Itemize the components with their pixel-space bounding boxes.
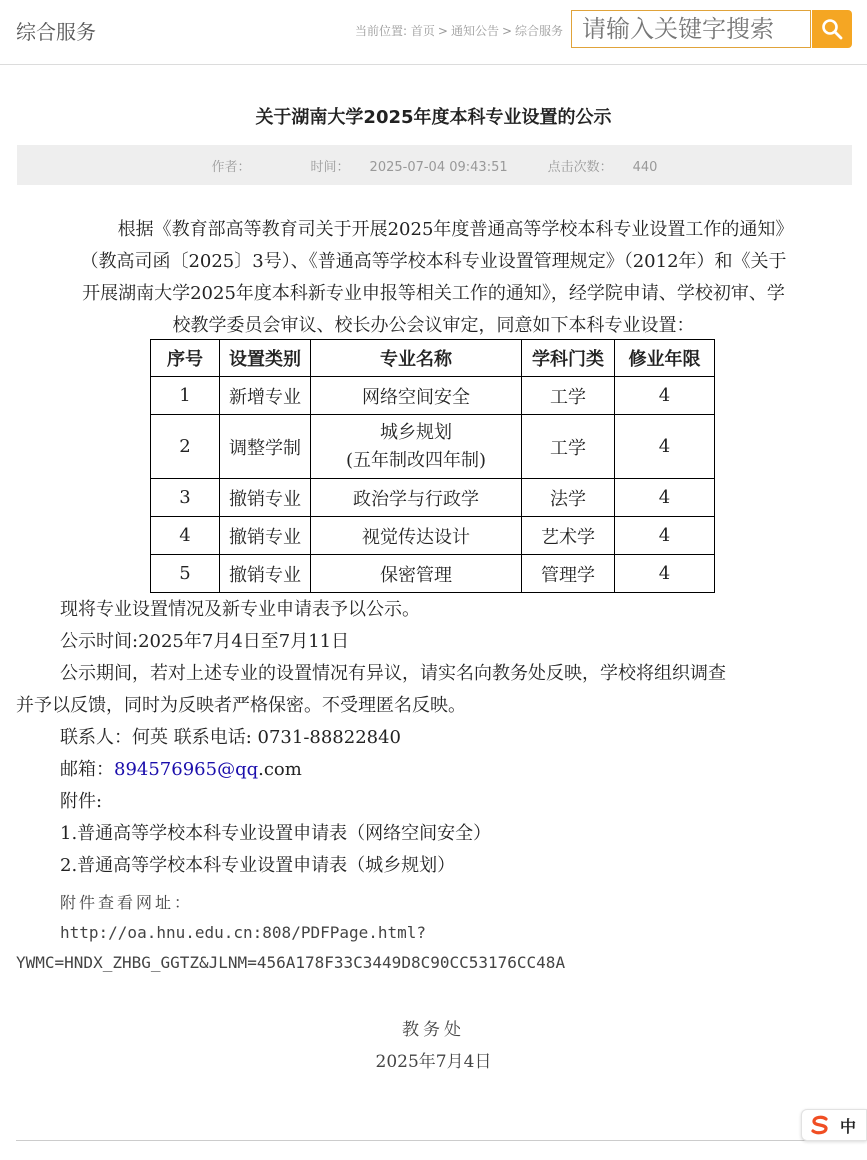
- contact-paragraph: 联系人：何英 联系电话: 0731-88822840: [60, 727, 402, 748]
- email-suffix: .com: [258, 759, 302, 780]
- meta-time: [301, 156, 518, 175]
- period-paragraph: 公示时间:2025年7月4日至7月11日: [60, 631, 350, 652]
- meta-views-label: 点击次数：: [547, 159, 613, 175]
- email-label: 邮箱：: [60, 759, 114, 780]
- cell-no: 3: [151, 479, 220, 517]
- breadcrumb-services-link[interactable]: 综合服务: [515, 24, 564, 38]
- col-header-no: 序号: [151, 340, 220, 377]
- table-header-row: [151, 340, 715, 377]
- cell-name-line2: (五年制改四年制): [345, 449, 487, 471]
- table-row: [151, 479, 715, 517]
- cell-no: 2: [151, 415, 220, 479]
- objection-line: 并予以反馈，同时为反映者严格保密。不受理匿名反映。: [16, 695, 466, 716]
- cell-category: 法学: [522, 479, 615, 517]
- article-meta: [17, 145, 852, 185]
- cell-category: 工学: [522, 415, 615, 479]
- breadcrumb-home-link[interactable]: 首页: [410, 24, 435, 38]
- meta-time-value: 2025-07-04 09:43:51: [369, 159, 508, 175]
- article-title: 关于湖南大学2025年度本科专业设置的公示: [255, 107, 612, 128]
- footer-divider: [16, 1140, 851, 1141]
- majors-table: [150, 339, 715, 593]
- email-link[interactable]: 894576965@qq: [114, 759, 259, 780]
- meta-views: [538, 156, 668, 175]
- publish-paragraph: 现将专业设置情况及新专业申请表予以公示。: [60, 599, 420, 620]
- cell-name-line1: 城乡规划: [380, 421, 452, 443]
- col-header-years: 修业年限: [615, 340, 715, 377]
- attach-url-line: YWMC=HNDX_ZHBG_GGTZ&JLNM=456A178F33C3449D8C90CC53176CC48A: [16, 953, 566, 972]
- meta-author: [202, 156, 281, 175]
- cell-no: 1: [151, 377, 220, 415]
- cell-years: 4: [615, 517, 715, 555]
- cell-category: 管理学: [522, 555, 615, 593]
- table-row: [151, 517, 715, 555]
- cell-years: 4: [615, 555, 715, 593]
- attachments-label: 附件:: [60, 791, 103, 812]
- cell-name: 保密管理: [311, 555, 522, 593]
- cell-type: 新增专业: [220, 377, 311, 415]
- intro-line: 根据《教育部高等教育司关于开展2025年度普通高等学校本科专业设置工作的通知》: [117, 219, 794, 240]
- attach-url-line: http://oa.hnu.edu.cn:808/PDFPage.html?: [60, 923, 427, 942]
- cell-category: 艺术学: [522, 517, 615, 555]
- table-row: [151, 377, 715, 415]
- meta-author-label: 作者：: [211, 159, 251, 175]
- meta-views-value: 440: [632, 159, 658, 175]
- ime-indicator[interactable]: [801, 1109, 867, 1141]
- breadcrumb-separator: >: [501, 24, 513, 38]
- col-header-type: 设置类别: [220, 340, 311, 377]
- col-header-name: 专业名称: [311, 340, 522, 377]
- cell-name: 视觉传达设计: [311, 517, 522, 555]
- intro-line: 开展湖南大学2025年度本科新专业申报等相关工作的通知》，经学院申请、学校初审、学: [82, 283, 785, 304]
- breadcrumb-notices-link[interactable]: 通知公告: [450, 24, 499, 38]
- article-body-lower: [16, 594, 851, 882]
- sogou-logo-icon: [810, 1115, 830, 1135]
- cell-name: [311, 415, 522, 479]
- cell-type: 调整学制: [220, 415, 311, 479]
- email-paragraph: [16, 754, 851, 786]
- intro-line: （教高司函〔2025〕3号）、《普通高等学校本科专业设置管理规定》（2012年）和《关于: [80, 251, 787, 272]
- cell-type: 撤销专业: [220, 479, 311, 517]
- search-box: [571, 10, 811, 48]
- breadcrumb: [355, 22, 563, 39]
- search-button[interactable]: [812, 10, 852, 48]
- search-icon: [821, 18, 843, 40]
- cell-no: 4: [151, 517, 220, 555]
- attachment-url-block: [16, 888, 851, 978]
- cell-type: 撤销专业: [220, 517, 311, 555]
- cell-no: 5: [151, 555, 220, 593]
- table-row: [151, 555, 715, 593]
- objection-line: 公示期间，若对上述专业的设置情况有异议，请实名向教务处反映，学校将组织调查: [60, 663, 726, 684]
- signature: 教务处: [402, 1020, 465, 1040]
- breadcrumb-prefix: 当前位置:: [355, 24, 411, 38]
- cell-name: 网络空间安全: [311, 377, 522, 415]
- meta-time-label: 时间：: [310, 159, 350, 175]
- signature-block: [16, 1014, 851, 1078]
- search-input[interactable]: [572, 11, 810, 47]
- top-bar: [0, 0, 867, 65]
- cell-years: 4: [615, 377, 715, 415]
- col-header-category: 学科门类: [522, 340, 615, 377]
- intro-line: 校教学委员会审议、校长办公会议审定，同意如下本科专业设置：: [172, 315, 695, 336]
- attach-url-label: 附件查看网址：: [60, 893, 194, 912]
- cell-years: 4: [615, 415, 715, 479]
- cell-years: 4: [615, 479, 715, 517]
- cell-name: 政治学与行政学: [311, 479, 522, 517]
- cell-category: 工学: [522, 377, 615, 415]
- breadcrumb-separator: >: [437, 24, 448, 38]
- intro-paragraph: [16, 214, 851, 342]
- ime-language: 中: [840, 1116, 857, 1136]
- signature-date: 2025年7月4日: [375, 1052, 492, 1072]
- table-row: [151, 415, 715, 479]
- attachment-item: 1.普通高等学校本科专业设置申请表（网络空间安全）: [60, 823, 492, 844]
- cell-type: 撤销专业: [220, 555, 311, 593]
- section-title: 综合服务: [16, 20, 96, 44]
- attachment-item: 2.普通高等学校本科专业设置申请表（城乡规划）: [60, 855, 456, 876]
